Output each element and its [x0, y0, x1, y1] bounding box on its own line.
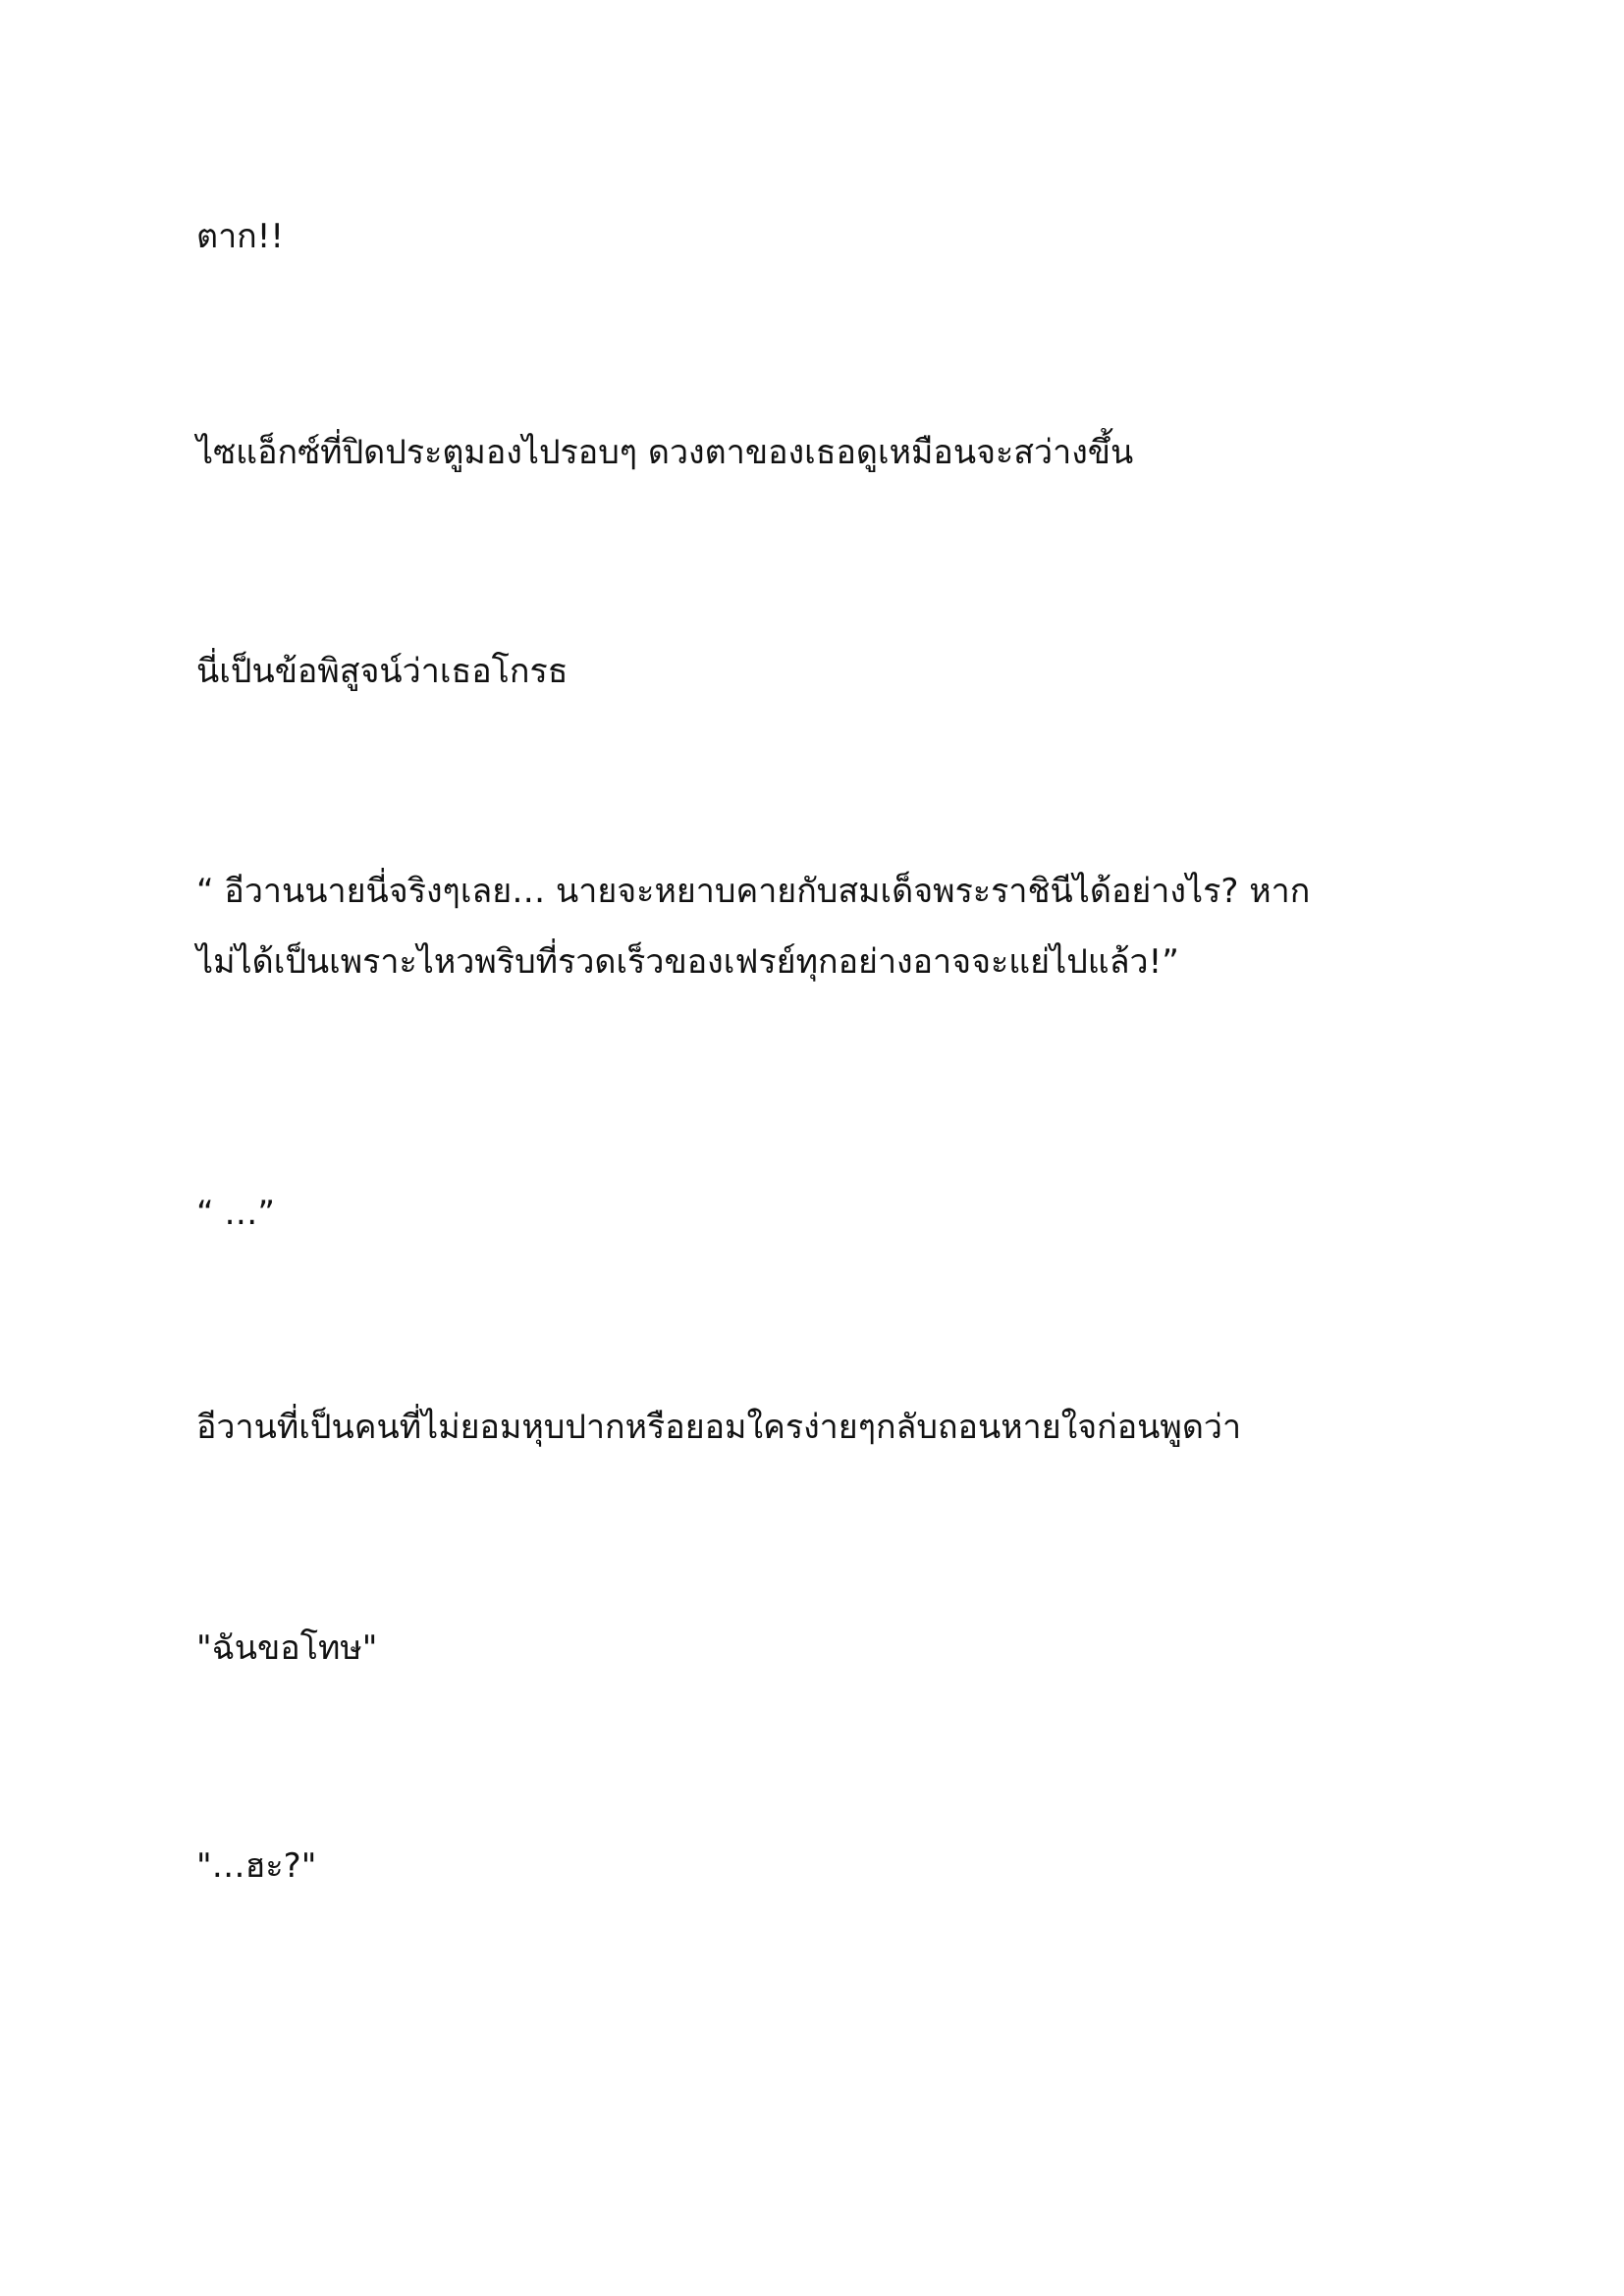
- paragraph-line: “ อีวานนายนี่จริงๆเลย… นายจะหยาบคายกับสมเด็จพระราชินีได้อย่างไร? หาก: [196, 872, 1311, 911]
- paragraph-4: [196, 856, 1424, 997]
- paragraph-5: [196, 1178, 1424, 1249]
- paragraph-3: [196, 636, 1424, 707]
- paragraph-8: [196, 1831, 1424, 1901]
- paragraph-line: นี่เป็นข้อพิสูจน์ว่าเธอโกรธ: [196, 652, 568, 691]
- paragraph-6: [196, 1392, 1424, 1463]
- paragraph-1: [196, 201, 1424, 272]
- paragraph-2: [196, 417, 1424, 488]
- paragraph-line: "…ฮะ?": [196, 1846, 317, 1886]
- paragraph-line: ตาก!!: [196, 217, 285, 256]
- paragraph-line: ไม่ได้เป็นเพราะไหวพริบที่รวดเร็วของเฟรย์ทุกอย่างอาจจะแย่ไปแล้ว!”: [196, 942, 1179, 982]
- paragraph-line: ไซแอ็กซ์ที่ปิดประตูมองไปรอบๆ ดวงตาของเธอดูเหมือนจะสว่างขึ้น: [196, 433, 1134, 472]
- paragraph-line: อีวานที่เป็นคนที่ไม่ยอมหุบปากหรือยอมใครง่ายๆกลับถอนหายใจก่อนพูดว่า: [196, 1408, 1242, 1447]
- paragraph-line: “ …”: [196, 1194, 276, 1233]
- paragraph-line: "ฉันขอโทษ": [196, 1629, 378, 1668]
- paragraph-7: [196, 1613, 1424, 1683]
